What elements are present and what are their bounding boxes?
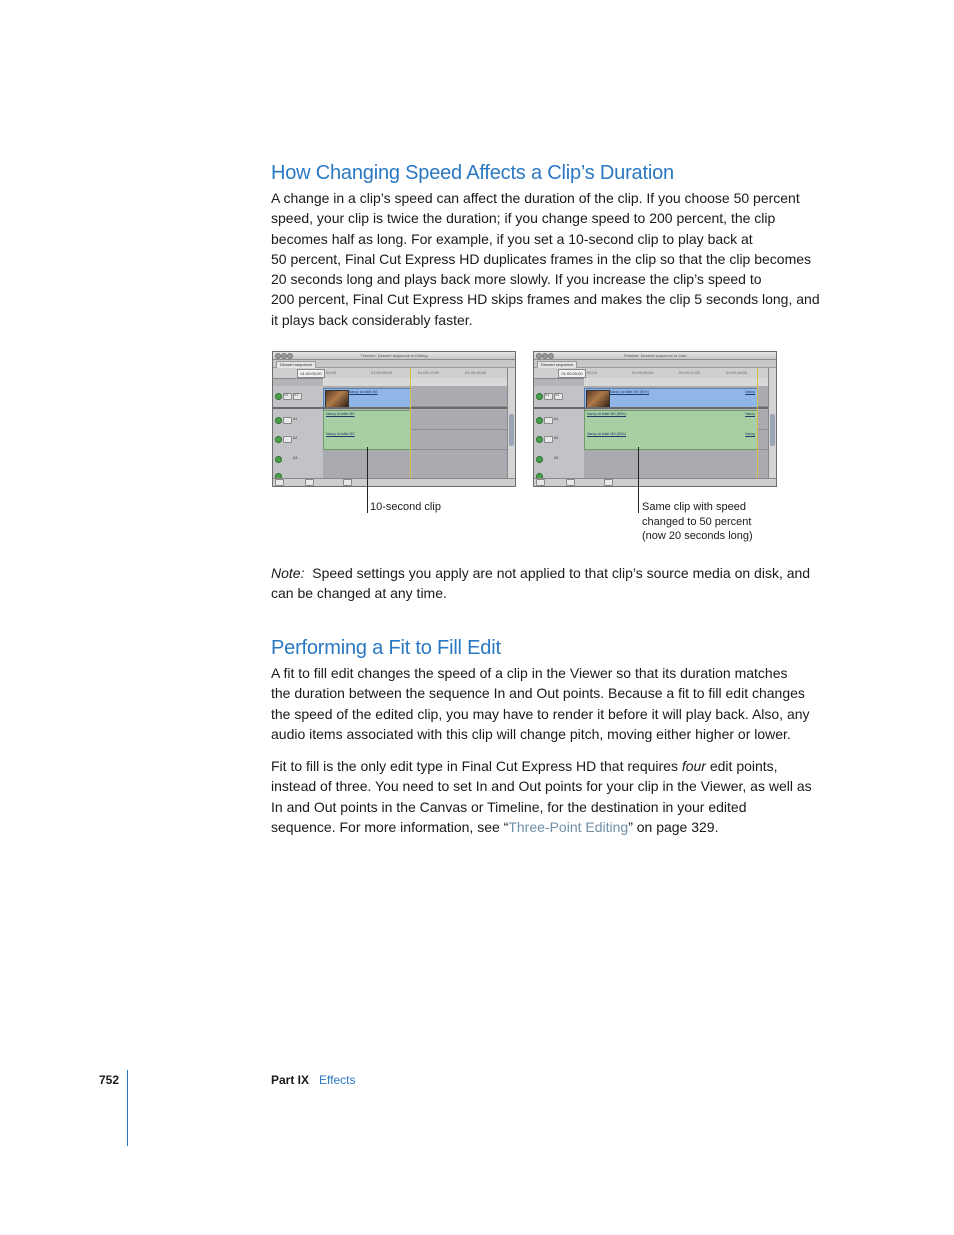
track-visibility-icon xyxy=(275,436,282,443)
track-button xyxy=(544,417,553,424)
track-label-v1: V1 xyxy=(294,393,299,397)
track-visibility-icon xyxy=(275,417,282,424)
clip-thumbnail xyxy=(586,390,610,408)
timeline-screenshot-left xyxy=(272,351,516,487)
scroll-knob xyxy=(509,414,514,446)
body-paragraph-fit-to-fill-1 xyxy=(271,663,827,744)
timeline-bottom-bar xyxy=(534,478,776,486)
track-patch-panel xyxy=(534,386,585,479)
text-run: sequence. For more information, see “ xyxy=(271,818,509,835)
body-line: it plays back considerably faster. xyxy=(271,311,473,328)
body-line: In and Out points in the Canvas or Timeline, for the destination in your edited xyxy=(271,798,747,815)
track-visibility-icon xyxy=(536,456,543,463)
track-divider xyxy=(273,407,507,409)
ruler-tick-label: 00;00 xyxy=(326,370,337,375)
zoom-slider-icon xyxy=(566,479,575,486)
track-button xyxy=(283,417,292,424)
playhead xyxy=(410,368,411,479)
emphasis-four: four xyxy=(681,758,706,774)
playhead xyxy=(757,368,758,479)
body-line: 50 percent, Final Cut Express HD duplicates frames in the clip so that the clip becomes xyxy=(271,250,812,267)
callout-50-percent-clip xyxy=(642,500,753,544)
body-line: instead of three. You need to set In and Out points for your clip in the Viewer, as well as xyxy=(271,778,812,795)
body-line: the duration between the sequence In and Out points. Because a fit to fill edit changes xyxy=(271,685,805,702)
note-text: Speed settings you apply are not applied to that clip’s source media on disk, and xyxy=(312,565,811,581)
timecode-field: 01:00:20;00 xyxy=(558,369,586,378)
ruler-tick-label: 01:00:12;00 xyxy=(679,370,701,375)
track-label-a3: A3 xyxy=(293,456,298,460)
sequence-tab: Dessert sequence xyxy=(276,361,316,368)
clip-label: Nancy at table MS (50%) xyxy=(587,432,626,436)
ruler-tick-label: 01:00:06;00 xyxy=(371,370,393,375)
footer-part: Part IX xyxy=(271,1073,310,1087)
track-label-v1: V1 xyxy=(545,393,550,397)
toggle-button xyxy=(275,479,284,486)
clip-thumbnail xyxy=(325,390,349,408)
note-label: Note: xyxy=(271,565,305,581)
zoom-slider-icon xyxy=(305,479,314,486)
track-visibility-icon xyxy=(275,393,282,400)
note-line: can be changed at any time. xyxy=(271,585,447,602)
track-label-a3: A3 xyxy=(554,456,559,460)
vertical-scrollbar xyxy=(768,368,776,479)
body-paragraph-speed-duration xyxy=(271,188,827,330)
body-line: audio items associated with this clip will change pitch, moving either higher or lower. xyxy=(271,725,791,742)
callout-10-second-clip: 10-second clip xyxy=(370,501,441,513)
window-titlebar xyxy=(534,352,776,360)
ruler-tick-label: 01:00:18;00 xyxy=(465,370,487,375)
track-visibility-icon xyxy=(536,417,543,424)
ruler-tick-label: 01:00:18;00 xyxy=(726,370,748,375)
scroll-left-icon xyxy=(604,479,613,486)
window-title: Timeline: Dessert sequence in Editing xyxy=(360,353,428,358)
toggle-button xyxy=(536,479,545,486)
audio-track-a3 xyxy=(584,450,768,479)
body-line xyxy=(271,756,827,776)
track-label-a1: A1 xyxy=(554,417,559,421)
timecode-field: 01:00:00;00 xyxy=(297,369,325,378)
track-visibility-icon xyxy=(536,436,543,443)
callout-line: changed to 50 percent xyxy=(642,515,752,528)
video-clip xyxy=(584,388,758,408)
body-line: the speed of the edited clip, you may have to render it before it will play back. Also, any xyxy=(271,705,810,722)
body-line: speed, your clip is twice the duration; if you change speed to 200 percent, the clip xyxy=(271,210,776,227)
ruler-tick-label: 00;00 xyxy=(587,370,598,375)
audio-track-a3 xyxy=(323,450,507,479)
ruler-tick-label: 01:00:06;00 xyxy=(632,370,654,375)
callout-leader-line xyxy=(367,447,368,513)
ruler-tick-label: 01:00:12;00 xyxy=(418,370,440,375)
cross-reference-link[interactable]: Three-Point Editing xyxy=(508,818,629,835)
body-line: A change in a clip’s speed can affect the duration of the clip. If you choose 50 percent xyxy=(271,190,800,206)
window-titlebar xyxy=(273,352,515,360)
note-line xyxy=(271,563,827,583)
clip-label: Nancy at table MS (50%) xyxy=(587,412,626,416)
text-run: Fit to fill is the only edit type in Final Cut Express HD that requires xyxy=(271,758,682,774)
track-label-v1: V1 xyxy=(284,393,289,397)
track-divider xyxy=(534,407,768,409)
track-label-a2: A2 xyxy=(293,436,298,440)
body-line: A fit to fill edit changes the speed of a clip in the Viewer so that its duration matches xyxy=(271,665,788,681)
clip-label: Nancy at table MS (50%) xyxy=(610,390,649,394)
clip-label: Nancy at table MS xyxy=(326,432,355,436)
callout-leader-line xyxy=(638,447,639,513)
scroll-left-icon xyxy=(343,479,352,486)
timeline-bottom-bar xyxy=(273,478,515,486)
tab-bar xyxy=(534,360,776,368)
tab-bar xyxy=(273,360,515,368)
window-title: Timeline: Dessert sequence in Cafe xyxy=(623,353,687,358)
clip-label: Nancy at table MS xyxy=(326,412,355,416)
section-heading-fit-to-fill: Performing a Fit to Fill Edit xyxy=(271,637,501,659)
body-line: becomes half as long. For example, if you set a 10-second clip to play back at xyxy=(271,230,753,247)
footer-section-link[interactable]: Effects xyxy=(319,1073,356,1087)
track-label-a2: A2 xyxy=(554,436,559,440)
callout-line: Same clip with speed xyxy=(642,501,746,513)
section-heading-speed-duration: How Changing Speed Affects a Clip’s Duration xyxy=(271,162,674,184)
timeline-screenshot-right xyxy=(533,351,777,487)
body-paragraph-fit-to-fill-2 xyxy=(271,756,827,837)
track-label-v1: V1 xyxy=(555,393,560,397)
track-button xyxy=(283,436,292,443)
callout-line: (now 20 seconds long) xyxy=(642,530,753,542)
track-patch-panel xyxy=(273,386,324,479)
scroll-knob xyxy=(770,414,775,446)
note-paragraph xyxy=(271,563,827,604)
text-run: edit points, xyxy=(705,758,778,774)
page-number: 752 xyxy=(99,1073,120,1087)
text-run: ” on page 329. xyxy=(628,818,719,835)
track-button xyxy=(544,436,553,443)
clip-label: Nancy at table MS xyxy=(349,390,378,394)
body-line: 200 percent, Final Cut Express HD skips frames and makes the clip 5 seconds long, and xyxy=(271,291,820,308)
track-visibility-icon xyxy=(275,456,282,463)
clip-edge-label: Nancy xyxy=(745,390,755,394)
body-line xyxy=(271,817,827,837)
clip-edge-label: Nancy xyxy=(745,412,755,416)
footer-rule xyxy=(127,1070,128,1146)
sequence-tab: Dessert sequence xyxy=(537,361,577,368)
track-visibility-icon xyxy=(536,393,543,400)
clip-edge-label: Nancy xyxy=(745,432,755,436)
body-line: 20 seconds long and plays back more slowly. If you increase the clip’s speed to xyxy=(271,271,762,288)
track-label-a1: A1 xyxy=(293,417,298,421)
audio-clip xyxy=(584,410,758,450)
video-clip xyxy=(323,388,411,408)
audio-clip xyxy=(323,410,411,450)
vertical-scrollbar xyxy=(507,368,515,479)
